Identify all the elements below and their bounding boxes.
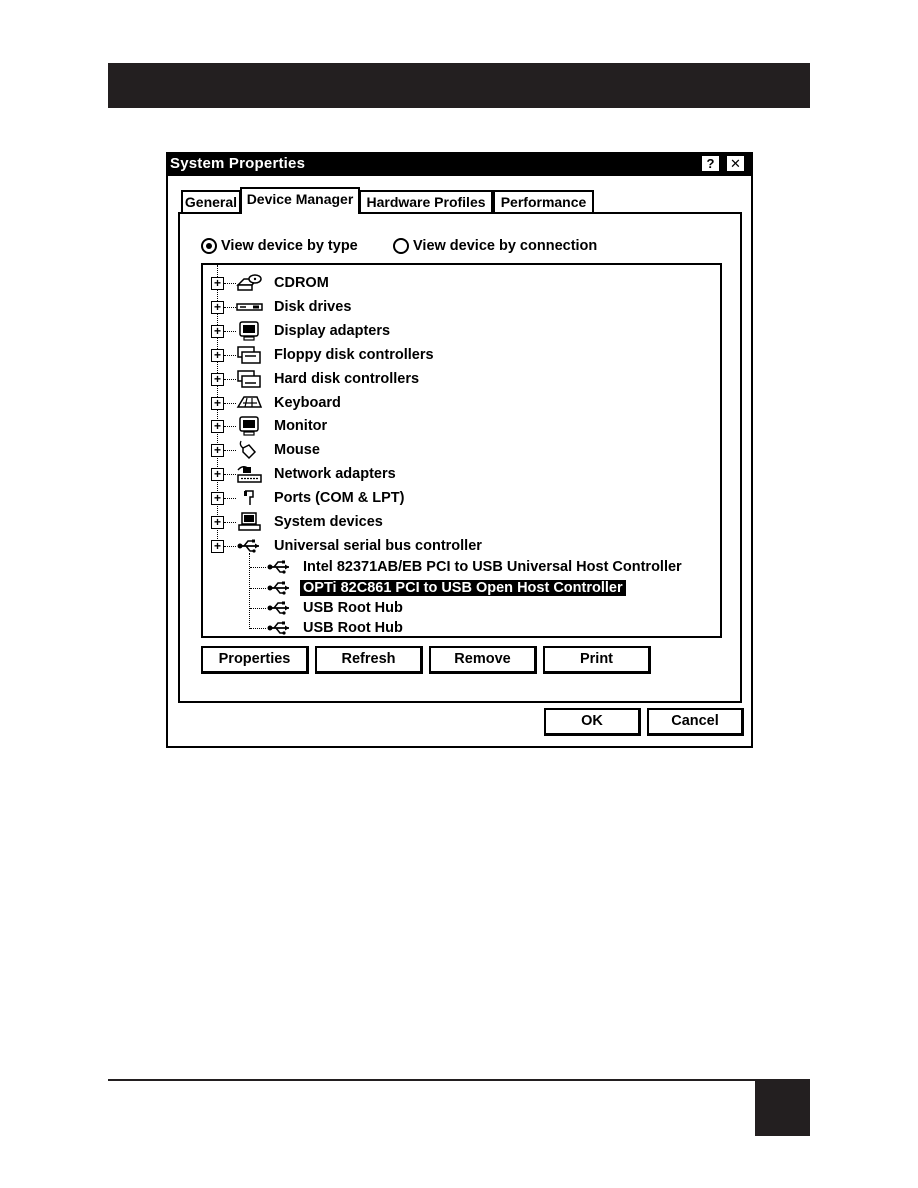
tree-item-disk-drives[interactable] [203,296,720,318]
tree-item-label: Floppy disk controllers [274,347,434,363]
tree-item-label: Keyboard [274,395,341,411]
expand-cdrom-icon[interactable]: + [211,277,224,290]
expand-floppy-disk-controllers-icon[interactable]: + [211,349,224,362]
device-tree[interactable] [201,263,722,638]
cdrom-icon [235,273,263,293]
page-number-block [755,1081,810,1136]
tree-item-label: Disk drives [274,299,352,315]
title-bar[interactable] [166,152,753,176]
tree-item-label: USB Root Hub [303,620,403,636]
usb-icon [265,578,293,598]
help-icon[interactable]: ? [702,156,719,171]
tree-item-network-adapters[interactable] [203,463,720,485]
remove-button[interactable]: Remove [429,646,537,674]
system-device-icon [235,512,263,532]
tree-item-usb-root-hub[interactable] [203,617,720,638]
tree-item-usb-root-hub[interactable] [203,597,720,619]
tree-item-label: Monitor [274,418,328,434]
tree-item-label: Display adapters [274,323,391,339]
view-by-type-label: View device by type [221,238,358,254]
tree-item-hard-disk-controllers[interactable] [203,368,720,390]
tree-connector [250,567,266,568]
keyboard-icon [235,393,263,413]
floppy-controller-icon [235,345,263,365]
expand-keyboard-icon[interactable]: + [211,397,224,410]
tree-item-label: Network adapters [274,466,396,482]
monitor-icon [235,416,263,436]
display-adapter-icon [235,321,263,341]
tree-item-opti-usb-host-controller[interactable] [203,577,720,599]
expand-monitor-icon[interactable]: + [211,420,224,433]
tree-item-display-adapters[interactable] [203,320,720,342]
window-title: System Properties [170,155,306,172]
expand-system-devices-icon[interactable]: + [211,516,224,529]
tree-item-intel-usb-host-controller[interactable] [203,556,720,578]
tree-item-floppy-disk-controllers[interactable] [203,344,720,366]
tree-item-label: Hard disk controllers [274,371,420,387]
expand-network-adapters-icon[interactable]: + [211,468,224,481]
tab-performance[interactable]: Performance [493,190,594,212]
tab-general[interactable]: General [181,190,241,212]
network-adapter-icon [235,464,263,484]
view-by-connection-option[interactable] [393,236,597,256]
tree-item-monitor[interactable] [203,415,720,437]
hard-disk-controller-icon [235,369,263,389]
tree-item-label: Mouse [274,442,320,458]
tree-item-label: Universal serial bus controller [274,538,482,554]
tree-item-usb-controller[interactable] [203,535,720,557]
properties-button[interactable]: Properties [201,646,309,674]
expand-disk-drives-icon[interactable]: + [211,301,224,314]
view-by-connection-label: View device by connection [413,238,598,254]
page-footer-rule [108,1079,810,1081]
tree-item-keyboard[interactable] [203,392,720,414]
tree-item-label: USB Root Hub [303,600,403,616]
tab-hardware-profiles[interactable]: Hardware Profiles [359,190,493,212]
tree-connector [250,588,266,589]
tree-item-label-selected: OPTi 82C861 PCI to USB Open Host Controller [300,580,626,596]
disk-drive-icon [235,297,263,317]
tree-item-label: CDROM [274,275,329,291]
refresh-button[interactable]: Refresh [315,646,423,674]
usb-icon [235,536,263,556]
tree-item-ports[interactable] [203,487,720,509]
tree-item-cdrom[interactable] [203,272,720,294]
port-icon [235,488,263,508]
ok-button[interactable]: OK [544,708,641,736]
mouse-icon [235,440,263,460]
active-tab-gap [242,211,358,215]
tree-connector [250,628,266,629]
usb-icon [265,557,293,577]
expand-usb-controller-icon[interactable]: + [211,540,224,553]
page-header-bar [108,63,810,108]
tree-item-label: Intel 82371AB/EB PCI to USB Universal Host Controller [303,559,682,575]
cancel-button[interactable]: Cancel [647,708,744,736]
tree-item-system-devices[interactable] [203,511,720,533]
usb-icon [265,598,293,618]
view-by-connection-radio[interactable] [393,238,409,254]
view-by-type-option[interactable] [201,236,358,256]
tree-item-mouse[interactable] [203,439,720,461]
expand-mouse-icon[interactable]: + [211,444,224,457]
expand-display-adapters-icon[interactable]: + [211,325,224,338]
expand-hard-disk-controllers-icon[interactable]: + [211,373,224,386]
expand-ports-icon[interactable]: + [211,492,224,505]
close-icon[interactable]: ✕ [727,156,744,171]
usb-icon [265,618,293,638]
view-by-type-radio[interactable] [201,238,217,254]
tree-connector [250,608,266,609]
tree-item-label: Ports (COM & LPT) [274,490,405,506]
tab-device-manager[interactable]: Device Manager [240,187,360,214]
print-button[interactable]: Print [543,646,651,674]
tree-item-label: System devices [274,514,383,530]
